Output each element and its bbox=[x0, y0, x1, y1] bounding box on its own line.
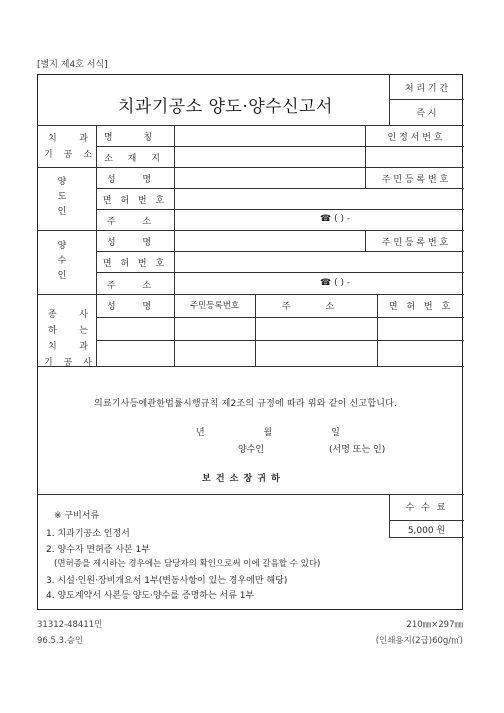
transferee-name-field[interactable] bbox=[180, 233, 360, 250]
applicant-label: 양수인 bbox=[238, 445, 265, 455]
lab-section-label: 치 과 기 공 소 bbox=[44, 134, 92, 160]
recipient-label: 보 건 소 장 귀 하 bbox=[202, 474, 281, 484]
declaration-date: 년 월 일 bbox=[196, 428, 368, 438]
transferor-rrn-label: 주 민 등 록 번 호 bbox=[381, 175, 449, 185]
lab-address-label: 소 재 지 bbox=[104, 154, 166, 164]
tech-header-address: 주 소 bbox=[281, 302, 351, 312]
lab-name-label: 명 칭 bbox=[103, 133, 167, 143]
form-code: 31312-48411민 bbox=[37, 620, 103, 630]
transferee-name-label: 성 명 bbox=[106, 238, 164, 248]
transferee-phone: ☎ ( ) - bbox=[320, 278, 351, 288]
processing-period-label: 처 리 기 간 bbox=[404, 84, 449, 94]
document-item: 4. 양도계약서 사본등 양도·양수를 증명하는 서류 1부 bbox=[46, 591, 255, 601]
document-item: 2. 양수자 면허증 사본 1부 bbox=[46, 545, 151, 555]
document-item-note: (면허증을 제시하는 경우에는 담당자의 확인으로써 이에 갈음할 수 있다) bbox=[54, 559, 321, 569]
paper-spec: (인쇄용지(2급)60g/㎡) bbox=[375, 636, 463, 646]
lab-name-field[interactable] bbox=[180, 128, 360, 145]
document-item: 1. 치과기공소 인정서 bbox=[46, 529, 130, 539]
lab-address-field[interactable] bbox=[180, 149, 460, 166]
form-number-label: [별지 제4호 서식] bbox=[37, 60, 108, 70]
transferor-license-label: 면 허 번 호 bbox=[102, 196, 168, 206]
transferor-license-field[interactable] bbox=[180, 191, 460, 208]
tech-header-rrn: 주민등록번호 bbox=[189, 301, 240, 311]
technicians-entry-area[interactable] bbox=[98, 320, 462, 364]
fee-amount: 5,000 원 bbox=[407, 526, 446, 536]
transferor-name-label: 성 명 bbox=[106, 175, 164, 185]
declaration-statement: 의료기사등에관한법률시행규칙 제2조의 규정에 따라 위와 같이 신고합니다. bbox=[94, 399, 398, 409]
approval-date: 96.5.3.승인 bbox=[37, 636, 84, 646]
fee-label: 수 수 료 bbox=[405, 503, 448, 513]
report-form bbox=[37, 74, 463, 610]
transferee-rrn-label: 주 민 등 록 번 호 bbox=[381, 238, 449, 248]
transferee-license-label: 면 허 번 호 bbox=[102, 259, 168, 269]
signature-label: (서명 또는 인) bbox=[329, 445, 386, 455]
technicians-section-label: 종 사 하 는 치 과 기 공 사 bbox=[44, 310, 92, 368]
transferee-section-label: 양 수 인 bbox=[57, 241, 77, 281]
paper-size: 210㎜×297㎜ bbox=[406, 620, 463, 630]
documents-heading: ※ 구비서류 bbox=[54, 511, 100, 521]
transferee-address-field[interactable] bbox=[180, 276, 310, 293]
transferor-section-label: 양 도 인 bbox=[57, 177, 77, 217]
transferor-address-label: 주 소 bbox=[106, 217, 164, 227]
document-item: 3. 시설·인원·장비개요서 1부(변동사항이 있는 경우에만 해당) bbox=[46, 576, 288, 586]
transferor-phone: ☎ ( ) - bbox=[320, 214, 351, 224]
tech-header-name: 성 명 bbox=[106, 302, 164, 312]
lab-cert-number-label: 인 정 서 번 호 bbox=[387, 133, 443, 143]
processing-period-value: 즉 시 bbox=[416, 109, 437, 119]
form-title: 치과기공소 양도·양수신고서 bbox=[118, 97, 333, 117]
transferee-license-field[interactable] bbox=[180, 254, 460, 271]
transferor-address-field[interactable] bbox=[180, 212, 310, 229]
transferor-name-field[interactable] bbox=[180, 170, 360, 187]
transferee-address-label: 주 소 bbox=[106, 281, 164, 291]
tech-header-license: 면 허 번 호 bbox=[388, 302, 454, 312]
